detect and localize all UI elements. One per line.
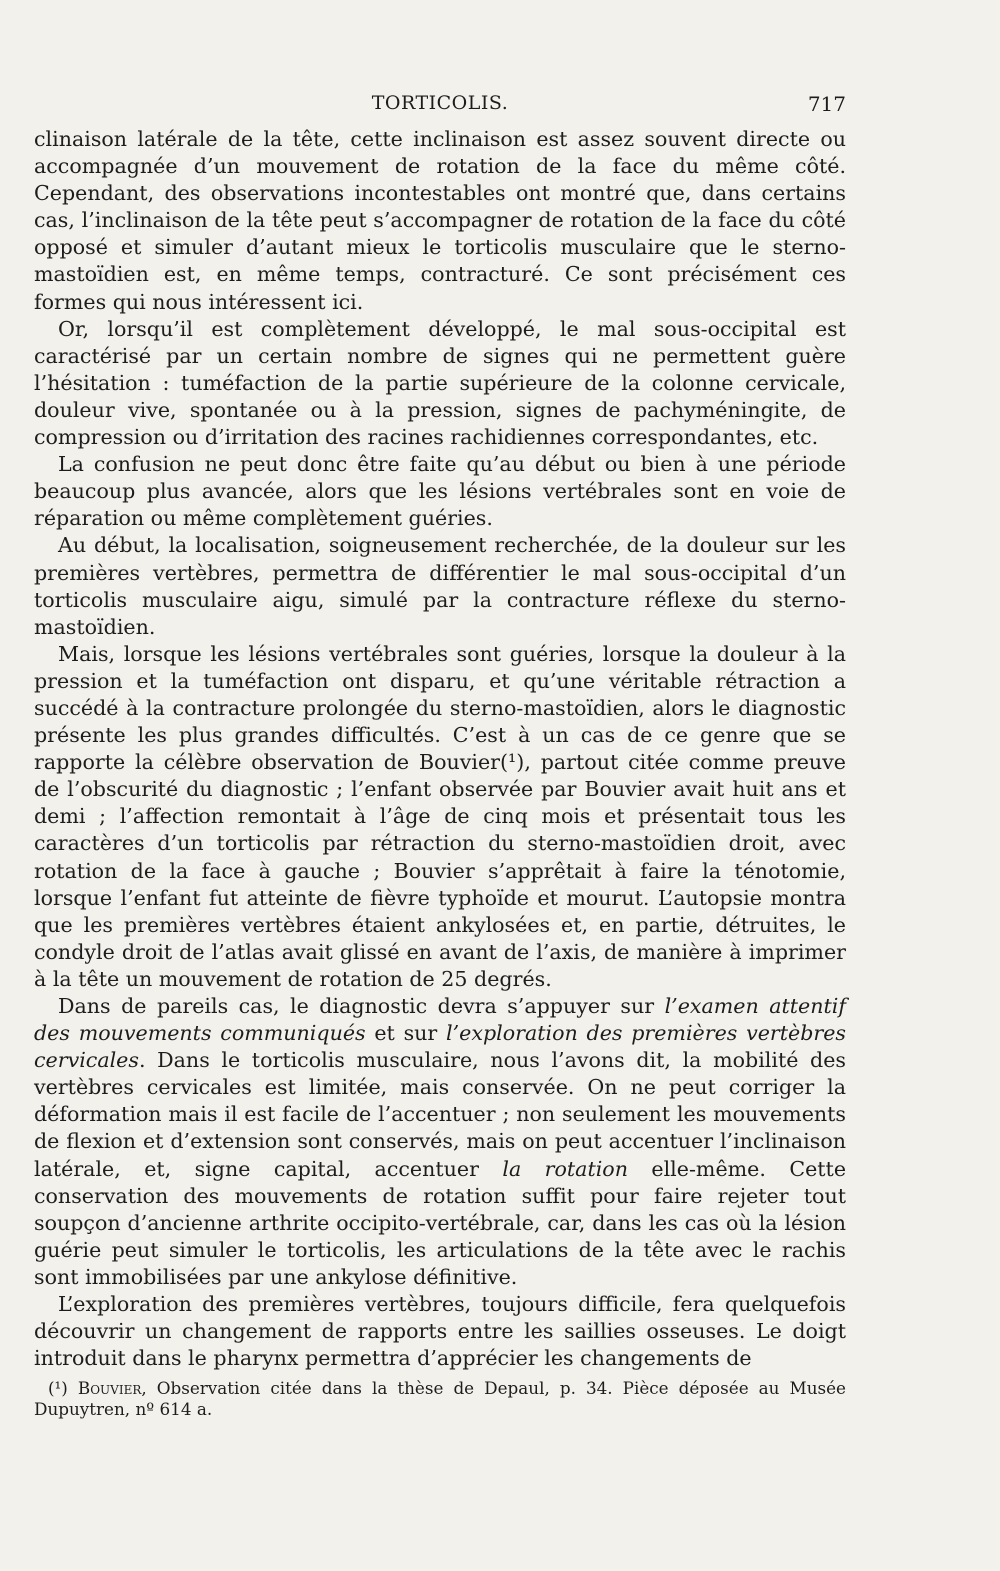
paragraph: La confusion ne peut donc être faite qu’au début ou bien à une période beaucoup plus avancée, alors que les lésions vertébrales sont en voie de réparation ou même complètement guéries. <box>34 452 846 531</box>
footnote-author: Bouvier <box>77 1378 142 1398</box>
paragraph: L’exploration des premières vertèbres, toujours difficile, fera quelquefois découvrir un changement de rapports entre les saillies osseuses. Le doigt introduit dans le pharynx permettra d’apprécier les changements de <box>34 1292 846 1371</box>
paragraph: Or, lorsqu’il est complètement développé, le mal sous-occipital est caractérisé par un certain nombre de signes qui ne permettent guère l’hésitation : tuméfaction de la partie supérieure de la colonne cervicale, douleur vive, spontanée ou à la pression, signes de pachyméningite, de compression ou d’irritation des racines rachidiennes correspondantes, etc. <box>34 316 846 450</box>
paragraph-text: Mais, lorsque les lésions vertébrales sont guéries, lorsque la douleur à la pression et la tuméfaction ont disparu, et qu’une véritable rétraction a succédé à la contracture prolongée du sterno-mastoïdien, alors le diagnostic présente les plus grandes difficultés. C’est à un cas de ce genre que se rapporte la célèbre observation de Bouvier <box>34 641 846 775</box>
footnote-reference: (¹) <box>500 750 525 775</box>
footnote-marker: (¹) <box>48 1378 68 1398</box>
emphasis-text: l’exploration des premières vertèbres cervicales <box>34 1021 847 1073</box>
paragraph-text: Dans de pareils cas, le diagnostic devra s’appuyer sur <box>58 994 665 1018</box>
paragraph-text: et sur <box>365 1021 447 1046</box>
page-header <box>34 92 846 122</box>
paragraph: Au début, la localisation, soigneusement recherchée, de la douleur sur les premières vertèbres, permettra de différentier le mal sous-occipital d’un torticolis musculaire aigu, simulé par la contracture réflexe du sterno-mastoïdien. <box>34 533 846 639</box>
paragraph-continuation: clinaison latérale de la tête, cette inclinaison est assez souvent directe ou accompagnée d’un mouvement de rotation de la face du même côté. Cependant, des observations incontestables ont montré que, dans certains cas, l’inclinaison de la tête peut s’accompagner de rotation de la face du côté opposé et simuler d’autant mieux le torticolis musculaire que le sterno-mastoïdien est, en même temps, contracturé. Ce sont précisément ces formes qui nous intéressent ici. <box>34 127 846 314</box>
paragraph <box>34 641 846 993</box>
paragraph-text: elle-même. Cette conservation des mouvements de rotation suffit pour faire rejeter tout soupçon d’ancienne arthrite occipito-vertébrale, car, dans les cas où la lésion guérie peut simuler le torticolis, les articulations de la tête avec le rachis sont immobilisées par une ankylose définitive. <box>34 1156 847 1289</box>
footnote-text <box>34 1378 846 1420</box>
paragraph <box>34 993 846 1291</box>
paragraph-text: . Dans le torticolis musculaire, nous l’avons dit, la mobilité des vertèbres cervicales est limitée, mais conservée. On ne peut corriger la déformation mais il est facile de l’accentuer ; non seulement les mouvements de flexion et d’extension sont conservés, mais on peut accentuer l’inclinaison latérale, et, signe capital, accentuer <box>34 1048 846 1181</box>
emphasis-text: l’examen attentif des mouvements communiqués <box>34 994 846 1046</box>
footnote-body: , Observation citée dans la thèse de Depaul, p. 34. Pièce déposée au Musée Dupuytren, nº 614 a. <box>34 1378 846 1419</box>
page-number: 717 <box>807 92 846 116</box>
emphasis-text: la rotation <box>502 1156 628 1181</box>
running-head: TORTICOLIS. <box>371 92 509 114</box>
body-text <box>34 126 846 1372</box>
footnote <box>34 1378 846 1420</box>
paragraph-text: , partout citée comme preuve de l’obscurité du diagnostic ; l’enfant observée par Bouvier avait huit ans et demi ; l’affection remontait à l’âge de cinq mois et présentait tous les caractères d’un torticolis par rétraction du sterno-mastoïdien droit, avec rotation de la face à gauche ; Bouvier s’apprêtait à faire la ténotomie, lorsque l’enfant fut atteinte de fièvre typhoïde et mourut. L’autopsie montra que les premières vertèbres étaient ankylosées et, en partie, détruites, le condyle droit de l’atlas avait glissé en avant de l’axis, de manière à imprimer à la tête un mouvement de rotation de 25 degrés. <box>34 750 846 991</box>
